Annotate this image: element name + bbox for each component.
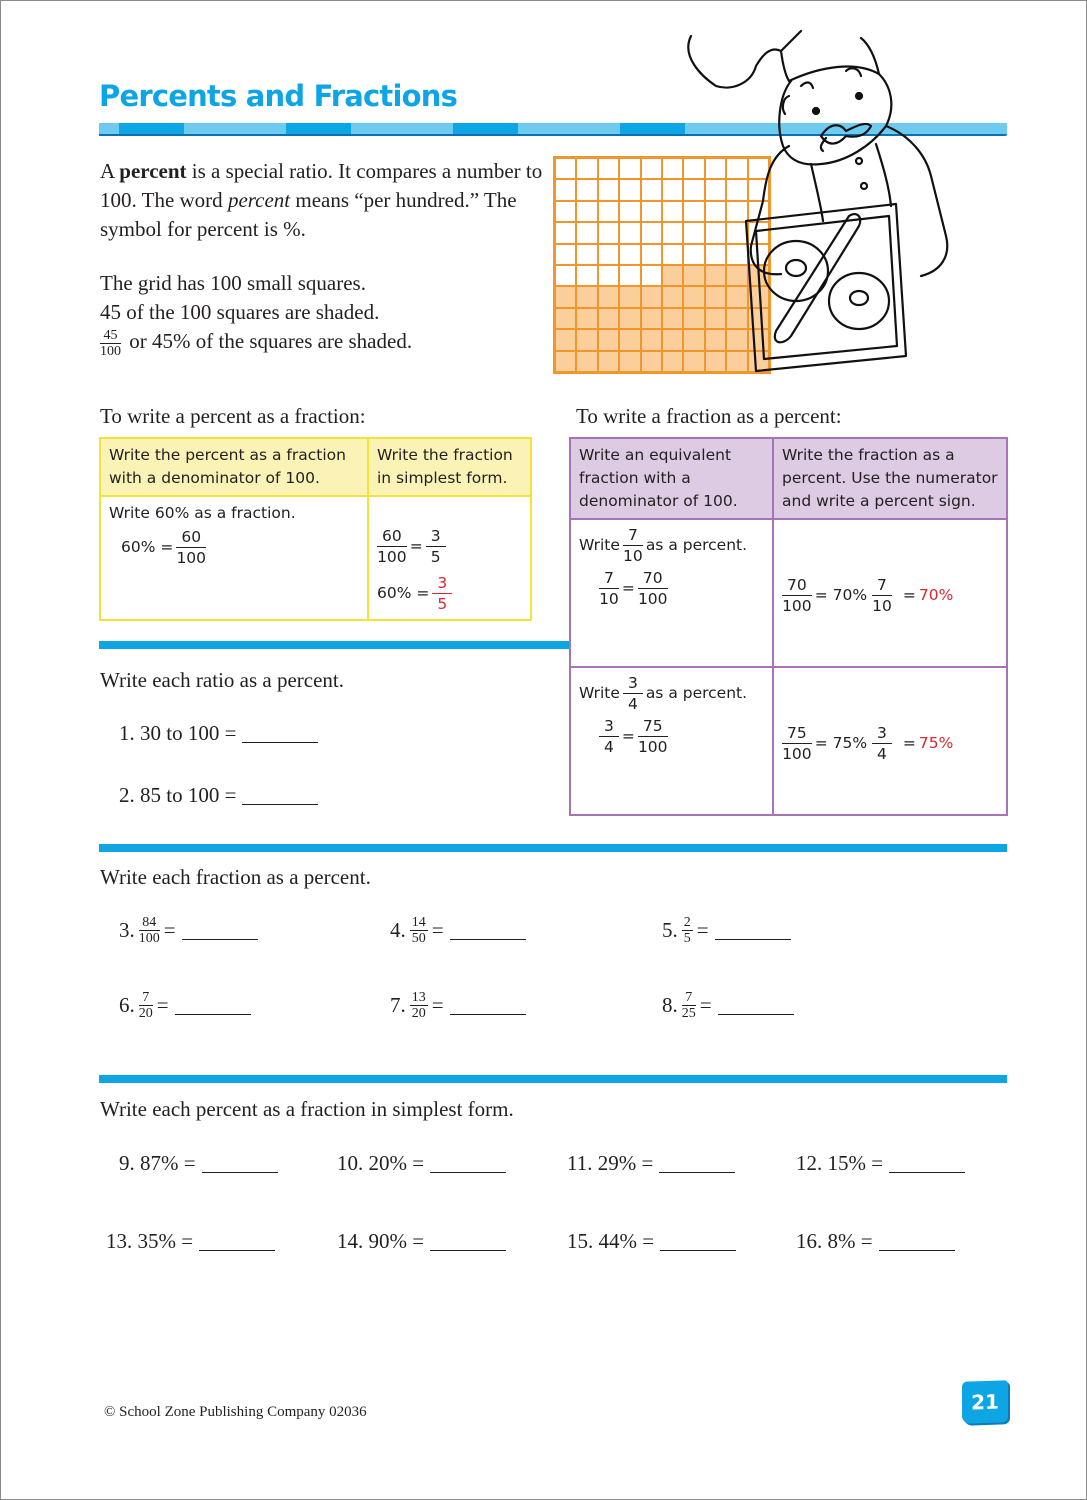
- p2f-example-step2: $\frac{60}{100}$ = $\frac{3}{5}$ 60% = $\frac{3}{5}$: [368, 496, 531, 620]
- percent-definition: A percent is a special ratio. It compares a number to 100. The word percent means “per hundred.” The symbol for percent is %.: [100, 159, 543, 241]
- grid-square: [555, 158, 576, 179]
- grid-square: [641, 329, 662, 350]
- problem-3: 3. $\frac{84}{100}$ =: [119, 915, 258, 946]
- fraction-instruction: Write each fraction as a percent.: [100, 865, 371, 889]
- grid-square: [555, 308, 576, 329]
- p2f-example-step1: Write 60% as a fraction. 60% = $\frac{60}{100}$: [100, 496, 368, 620]
- grid-square: [598, 201, 619, 222]
- grid-square: [619, 351, 640, 372]
- grid-square: [641, 351, 662, 372]
- grid-square: [619, 201, 640, 222]
- grid-square: [576, 265, 597, 286]
- page-title: Percents and Fractions: [99, 79, 458, 113]
- grid-square: [598, 286, 619, 307]
- problem-1: 1. 30 to 100 =: [119, 721, 318, 746]
- fraction-to-percent-table: [569, 437, 1008, 816]
- grid-square: [641, 201, 662, 222]
- grid-square: [619, 308, 640, 329]
- answer-percent: 70%: [918, 586, 954, 604]
- answer-blank[interactable]: [660, 1232, 736, 1251]
- grid-square: [619, 158, 640, 179]
- problem-10: 10. 20% =: [337, 1151, 506, 1176]
- section-divider: [99, 641, 569, 649]
- grid-square: [641, 308, 662, 329]
- percent-instruction: Write each percent as a fraction in simplest form.: [100, 1097, 514, 1121]
- fraction-to-percent-heading: To write a fraction as a percent:: [576, 404, 842, 428]
- grid-square: [576, 329, 597, 350]
- answer-blank[interactable]: [715, 921, 791, 940]
- problem-15: 15. 44% =: [567, 1229, 736, 1254]
- grid-square: [555, 244, 576, 265]
- percent-to-fraction-heading: To write a percent as a fraction:: [100, 404, 366, 428]
- grid-square: [555, 179, 576, 200]
- grid-square: [641, 222, 662, 243]
- grid-description-3: $\frac{45}{100}$ or 45% of the squares are shaded.: [100, 327, 413, 359]
- grid-square: [555, 286, 576, 307]
- problem-5: 5. $\frac{2}{5}$ =: [662, 915, 791, 946]
- problem-2: 2. 85 to 100 =: [119, 783, 318, 808]
- answer-blank[interactable]: [202, 1154, 278, 1173]
- problem-4: 4. $\frac{14}{50}$ =: [390, 915, 526, 946]
- grid-square: [619, 265, 640, 286]
- f2p-col2-header: Write the fraction as a percent. Use the numerator and write a percent sign.: [773, 438, 1007, 519]
- f2p-example-row: Write 3 4 as a percent. $\frac{3}{4}$ = $\frac{75}{100}$ $\frac{75}{100}$ = 75% $\frac{3}{4}$ = 75%: [570, 667, 1007, 815]
- answer-blank[interactable]: [879, 1232, 955, 1251]
- f2p-example-row: Write 7 10 as a percent. $\frac{7}{10}$ = $\frac{70}{100}$ $\frac{70}{100}$ = 70% $\frac{7}{10}$ = 70%: [570, 519, 1007, 667]
- grid-square: [555, 351, 576, 372]
- grid-description-2: 45 of the 100 squares are shaded.: [100, 300, 380, 324]
- grid-square: [576, 179, 597, 200]
- grid-square: [598, 351, 619, 372]
- ratio-instruction: Write each ratio as a percent.: [100, 668, 345, 692]
- grid-square: [576, 201, 597, 222]
- grid-square: [576, 158, 597, 179]
- grid-square: [598, 179, 619, 200]
- chef-illustration-icon: [671, 26, 1011, 386]
- grid-square: [598, 308, 619, 329]
- percent-to-fraction-table: [99, 437, 532, 621]
- problem-12: 12. 15% =: [796, 1151, 965, 1176]
- page-number-badge: 21: [962, 1380, 1008, 1424]
- answer-blank[interactable]: [199, 1232, 275, 1251]
- grid-square: [598, 265, 619, 286]
- f2p-col1-header: Write an equivalent fraction with a denominator of 100.: [570, 438, 773, 519]
- answer-blank[interactable]: [242, 724, 318, 743]
- grid-square: [576, 286, 597, 307]
- answer-blank[interactable]: [450, 921, 526, 940]
- copyright-footer: © School Zone Publishing Company 02036: [104, 1404, 367, 1420]
- problem-9: 9. 87% =: [119, 1151, 278, 1176]
- grid-square: [641, 286, 662, 307]
- grid-square: [619, 179, 640, 200]
- problem-7: 7. $\frac{13}{20}$ =: [390, 990, 526, 1021]
- grid-square: [641, 158, 662, 179]
- answer-blank[interactable]: [430, 1154, 506, 1173]
- answer-blank[interactable]: [659, 1154, 735, 1173]
- answer-blank[interactable]: [450, 996, 526, 1015]
- grid-square: [598, 222, 619, 243]
- answer-blank[interactable]: [182, 921, 258, 940]
- grid-square: [598, 329, 619, 350]
- grid-square: [641, 265, 662, 286]
- grid-square: [576, 244, 597, 265]
- answer-blank[interactable]: [430, 1232, 506, 1251]
- intro-text: [100, 157, 550, 359]
- grid-square: [555, 265, 576, 286]
- grid-square: [641, 179, 662, 200]
- grid-square: [555, 222, 576, 243]
- grid-square: [576, 351, 597, 372]
- problem-13: 13. 35% =: [106, 1229, 275, 1254]
- grid-square: [598, 244, 619, 265]
- p2f-col2-header: Write the fraction in simplest form.: [368, 438, 531, 496]
- grid-square: [555, 201, 576, 222]
- problem-11: 11. 29% =: [567, 1151, 735, 1176]
- grid-square: [641, 244, 662, 265]
- answer-blank[interactable]: [242, 786, 318, 805]
- p2f-col1-header: Write the percent as a fraction with a denominator of 100.: [100, 438, 368, 496]
- answer-blank[interactable]: [889, 1154, 965, 1173]
- grid-square: [619, 329, 640, 350]
- section-divider: [99, 844, 1007, 852]
- problem-8: 8. $\frac{7}{25}$ =: [662, 990, 794, 1021]
- grid-description-1: The grid has 100 small squares.: [100, 271, 366, 295]
- problem-14: 14. 90% =: [337, 1229, 506, 1254]
- problem-6: 6. $\frac{7}{20}$ =: [119, 990, 251, 1021]
- grid-square: [576, 308, 597, 329]
- grid-square: [555, 329, 576, 350]
- grid-square: [619, 244, 640, 265]
- answer-blank[interactable]: [175, 996, 251, 1015]
- grid-square: [598, 158, 619, 179]
- answer-fraction: $\frac{3}{5}$: [432, 573, 452, 614]
- grid-square: [619, 222, 640, 243]
- section-divider: [99, 1075, 1007, 1083]
- grid-square: [576, 222, 597, 243]
- grid-square: [619, 286, 640, 307]
- answer-blank[interactable]: [718, 996, 794, 1015]
- answer-percent: 75%: [918, 734, 954, 752]
- problem-16: 16. 8% =: [796, 1229, 955, 1254]
